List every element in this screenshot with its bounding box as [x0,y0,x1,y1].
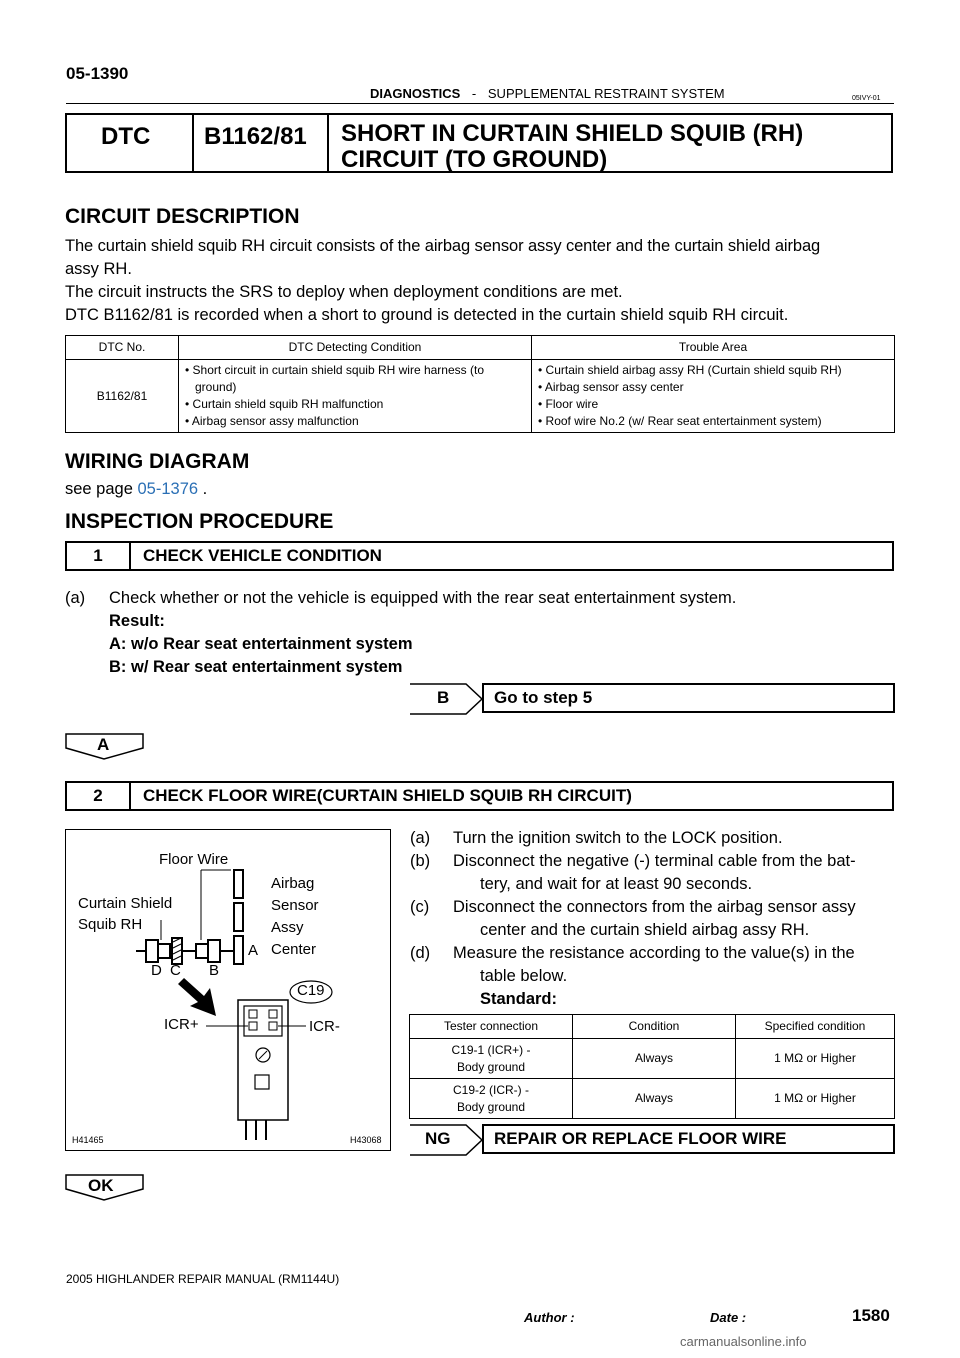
circuit-description [65,235,895,327]
result-label: Result: [109,612,165,630]
dtc-title-line1: SHORT IN CURTAIN SHIELD SQUIB (RH) [341,120,804,147]
branch-a-label: A [97,735,110,754]
airbag-sensor-label [271,873,319,961]
step-1-a-label: (a) [65,589,86,607]
wiring-dot: . [202,480,208,498]
watermark: carmanualsonline.info [680,1334,807,1349]
tester-connection-cell [410,1039,573,1079]
table-row [410,1039,895,1079]
step-2-a-label: (a) [410,829,431,847]
step-2-c-label: (c) [410,898,430,916]
icr-plus-label: ICR+ [164,1016,199,1033]
area-line: • Airbag sensor assy center [538,380,684,394]
connector-b-label: B [209,962,220,979]
step-2-number: 2 [67,783,131,809]
ok-label: OK [88,1176,114,1195]
table-row [410,1079,895,1119]
step-2-b-text-2: tery, and wait for at least 90 seconds. [480,875,753,893]
doc-id: 05IVY-01 [852,95,881,102]
standard-label: Standard: [480,990,558,1008]
airbag-label-3: Assy [271,919,304,936]
page-number: 1580 [852,1306,890,1325]
step-1-title: CHECK VEHICLE CONDITION [143,546,382,565]
branch-b-result: Go to step 5 [482,683,895,713]
desc-line: The circuit instructs the SRS to deploy when deployment conditions are met. [65,283,623,301]
connection-line-2: Body ground [456,1099,526,1114]
col-header: DTC Detecting Condition [179,336,532,360]
area-line: • Floor wire [538,397,599,411]
col-header: Condition [573,1015,736,1039]
step-2-box [65,781,894,811]
condition-line: ground) [195,380,237,394]
step-2-a-text: Turn the ignition switch to the LOCK position. [453,829,783,847]
connector-c-label: C [170,962,181,979]
col-header: DTC No. [66,336,179,360]
step-1-a-text: Check whether or not the vehicle is equipped with the rear seat entertainment system. [109,589,737,607]
wiring-reference [65,478,207,501]
condition-line: • Curtain shield squib RH malfunction [185,397,384,411]
step-1-number: 1 [67,543,131,569]
connector-a-label: A [248,942,259,959]
icr-minus-label: ICR- [309,1018,340,1035]
step-2-b-label: (b) [410,852,431,870]
figure-code-left: H41465 [72,1135,104,1145]
connector-figure [65,829,391,1151]
desc-line: The curtain shield squib RH circuit consists of the airbag sensor assy center and the curtain shield airbag [65,237,821,255]
curtain-label-2: Squib RH [78,916,143,933]
condition-cell [179,360,532,433]
condition-line: • Short circuit in curtain shield squib RH wire harness (to [185,363,484,377]
desc-line: assy RH. [65,260,132,278]
branch-b-label: B [437,688,450,707]
dtc-label: DTC [67,115,194,171]
author-label: Author : [524,1310,575,1325]
inspection-heading: INSPECTION PROCEDURE [65,510,334,533]
dtc-title-box [65,113,893,173]
condition-cell: Always [573,1039,736,1079]
connection-line-2: Body ground [456,1059,526,1074]
resistance-table [409,1014,895,1119]
subsection-name: SUPPLEMENTAL RESTRAINT SYSTEM [487,86,725,101]
spec-cell: 1 MΩ or Higher [736,1039,895,1079]
spec-cell: 1 MΩ or Higher [736,1079,895,1119]
tester-connection-cell [410,1079,573,1119]
header-separator: - [471,86,477,101]
step-2-b-text-1: Disconnect the negative (-) terminal cable from the bat- [453,852,856,870]
step-2-c-text-1: Disconnect the connectors from the airbag sensor assy [453,898,856,916]
area-line: • Curtain shield airbag assy RH (Curtain shield squib RH) [538,363,842,377]
desc-line: DTC B1162/81 is recorded when a short to ground is detected in the curtain shield squib RH circuit. [65,306,789,324]
ng-result: REPAIR OR REPLACE FLOOR WIRE [482,1124,895,1154]
wiring-page-link[interactable]: 05-1376 [137,480,199,498]
step-2-title: CHECK FLOOR WIRE(CURTAIN SHIELD SQUIB RH CIRCUIT) [143,786,632,805]
ng-label: NG [425,1129,451,1148]
col-header: Specified condition [736,1015,895,1039]
section-name: DIAGNOSTICS [370,86,461,101]
step-1-box [65,541,894,571]
airbag-label-2: Sensor [271,897,319,914]
area-line: • Roof wire No.2 (w/ Rear seat entertainment system) [538,414,822,428]
section-header [370,86,725,101]
airbag-label-1: Airbag [271,875,315,892]
col-header: Trouble Area [532,336,895,360]
dtc-title [329,115,891,171]
figure-code-right: H43068 [350,1135,382,1145]
dtc-table [65,335,895,433]
step-2-d-label: (d) [410,944,431,962]
manual-footer: 2005 HIGHLANDER REPAIR MANUAL (RM1144U) [66,1272,340,1286]
col-header: Tester connection [410,1015,573,1039]
dtc-title-line2: CIRCUIT (TO GROUND) [341,146,608,173]
connection-line-1: C19-1 (ICR+) - [451,1042,531,1057]
dtc-code: B1162/81 [194,115,329,171]
c19-label: C19 [297,982,325,999]
condition-line: • Airbag sensor assy malfunction [185,414,359,428]
header-rule [66,103,894,104]
page-code: 05-1390 [66,64,129,83]
step-2-c-text-2: center and the curtain shield airbag assy RH. [480,921,810,939]
result-a: A: w/o Rear seat entertainment system [109,635,413,653]
connector-diagram [66,830,390,1150]
airbag-label-4: Center [271,941,317,958]
step-2-d-text-1: Measure the resistance according to the value(s) in the [453,944,855,962]
step-2-d-text-2: table below. [480,967,568,985]
wiring-text: see page [65,480,133,498]
connection-line-1: C19-2 (ICR-) - [452,1082,529,1097]
date-label: Date : [710,1310,747,1325]
condition-cell: Always [573,1079,736,1119]
connector-d-label: D [151,962,162,979]
floor-wire-label: Floor Wire [159,851,229,868]
wiring-diagram-heading: WIRING DIAGRAM [65,450,250,473]
dtc-no-cell: B1162/81 [66,360,179,433]
area-cell [532,360,895,433]
curtain-label-1: Curtain Shield [78,895,173,912]
result-b: B: w/ Rear seat entertainment system [109,658,403,676]
circuit-description-heading: CIRCUIT DESCRIPTION [65,205,300,228]
